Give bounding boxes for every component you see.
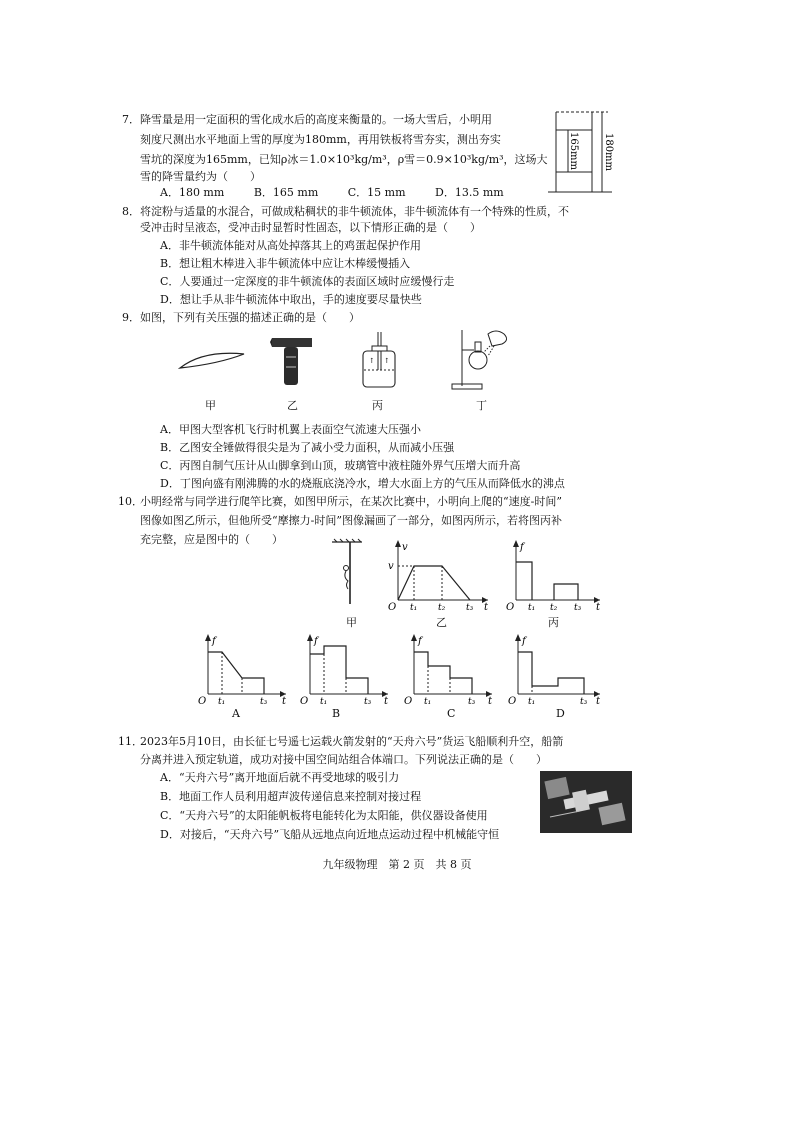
q8-line-2: 受冲击时呈液态，受冲击时显暂时性固态，以下情形正确的是（ ） bbox=[140, 221, 481, 234]
q10-c-t1: t₁ bbox=[424, 697, 432, 707]
q7-options bbox=[160, 186, 530, 200]
q7-option-a: A．180 mm bbox=[160, 186, 225, 199]
q10-t-axis-label-2: t bbox=[596, 602, 601, 612]
q11-line-2: 分离并进入预定轨道，成功对接中国空间站组合体端口。下列说法正确的是（ ） bbox=[140, 753, 547, 766]
q10-choice-c-graph bbox=[404, 632, 496, 708]
q9-hammer-figure bbox=[270, 334, 314, 388]
q10-label-jia: 甲 bbox=[346, 616, 357, 629]
q8-option-a: A．非牛顿流体能对从高处掉落其上的鸡蛋起保护作用 bbox=[160, 239, 421, 252]
q9-option-d: D．丁图向盛有刚沸腾的水的烧瓶底浇冷水，增大水面上方的气压从而降低水的沸点 bbox=[160, 477, 565, 490]
q7-option-c: C．15 mm bbox=[347, 186, 406, 199]
q10-a-t3: t₃ bbox=[260, 697, 268, 707]
q10-t3-label: t₃ bbox=[466, 603, 474, 612]
q10-v-value-label: v bbox=[388, 561, 394, 572]
page-footer: 九年级物理 第 2 页 共 8 页 bbox=[322, 858, 472, 871]
q7-label-165: 165mm bbox=[568, 131, 579, 171]
q11-option-b: B．地面工作人员利用超声波传递信息来控制对接过程 bbox=[160, 790, 422, 803]
q7-option-b: B．165 mm bbox=[253, 186, 319, 199]
q10-t-axis-label: t bbox=[484, 602, 489, 612]
q10-b-f-label: f bbox=[314, 636, 318, 647]
q9-arrow-icon: ↑ bbox=[369, 357, 375, 365]
q10-choice-a-graph bbox=[198, 632, 290, 708]
q11-option-a: A．“天舟六号”离开地面后就不再受地球的吸引力 bbox=[160, 771, 400, 784]
q10-choice-b-label: B bbox=[332, 707, 341, 720]
q10-line-2: 图像如图乙所示，但他所受“摩擦力-时间”图像漏画了一部分，如图丙所示，若将图丙补 bbox=[140, 514, 562, 527]
q10-d-f-label: f bbox=[522, 636, 526, 647]
q10-a-t1: t₁ bbox=[218, 697, 226, 707]
q10-choice-d-label: D bbox=[556, 707, 565, 720]
q10-b-origin: O bbox=[300, 696, 309, 707]
q7-line-1: 降雪量是用一定面积的雪化成水后的高度来衡量的。一场大雪后，小明用 bbox=[140, 113, 492, 126]
q9-option-c: C．丙图自制气压计从山脚拿到山顶，玻璃管中液柱随外界气压增大而升高 bbox=[160, 459, 521, 472]
q10-d-t: t bbox=[596, 696, 601, 707]
q10-c-origin: O bbox=[404, 696, 413, 707]
q8-number: 8． bbox=[122, 205, 140, 218]
q10-d-origin: O bbox=[508, 696, 517, 707]
q10-a-f-label: f bbox=[212, 636, 216, 647]
q10-ft-graph-incomplete bbox=[504, 538, 604, 612]
q10-t2-label-2: t₂ bbox=[550, 603, 558, 612]
q9-label-bing: 丙 bbox=[372, 399, 383, 412]
q10-d-t3: t₃ bbox=[580, 697, 588, 707]
q10-label-yi: 乙 bbox=[436, 616, 447, 629]
q10-t1-label: t₁ bbox=[410, 603, 418, 612]
q10-origin-label: O bbox=[388, 602, 397, 612]
q10-d-t1: t₁ bbox=[528, 697, 536, 707]
q10-choice-a-label: A bbox=[232, 707, 240, 720]
q10-origin-label-2: O bbox=[506, 602, 515, 612]
q11-option-d: D．对接后，“天舟六号”飞船从远地点向近地点运动过程中机械能守恒 bbox=[160, 828, 500, 841]
q10-t1-label-2: t₁ bbox=[528, 603, 536, 612]
q10-c-f-label: f bbox=[418, 636, 422, 647]
q11-space-station-photo bbox=[540, 771, 632, 833]
q7-option-d: D．13.5 mm bbox=[435, 186, 504, 199]
q8-option-b: B．想让粗木棒进入非牛顿流体中应让木棒缓慢插入 bbox=[160, 257, 411, 270]
q9-option-b: B．乙图安全锤做得很尖是为了减小受力面积，从而减小压强 bbox=[160, 441, 455, 454]
q10-choice-b-graph bbox=[300, 632, 392, 708]
q7-number: 7． bbox=[122, 113, 140, 126]
q10-a-t: t bbox=[282, 696, 287, 707]
q11-number: 11． bbox=[118, 735, 143, 748]
q10-v-axis-label: v bbox=[402, 542, 408, 553]
q7-label-180: 180mm bbox=[603, 132, 614, 172]
q10-number: 10． bbox=[118, 495, 143, 508]
q10-b-t: t bbox=[384, 696, 389, 707]
q9-arrow-icon-2: ↑ bbox=[384, 357, 390, 365]
q10-a-origin: O bbox=[198, 696, 207, 707]
q10-t2-label: t₂ bbox=[438, 603, 446, 612]
q9-number: 9． bbox=[122, 311, 140, 324]
q9-label-ding: 丁 bbox=[476, 399, 487, 412]
q10-b-t3: t₃ bbox=[364, 697, 372, 707]
q10-c-t3: t₃ bbox=[468, 697, 476, 707]
q10-pole-figure bbox=[326, 538, 366, 608]
q10-b-t1: t₁ bbox=[320, 697, 328, 707]
q10-f-axis-label: f bbox=[520, 542, 524, 553]
q9-flask-figure bbox=[448, 326, 518, 392]
q7-line-3: 雪坑的深度为165mm，已知ρ冰＝1.0×10³kg/m³，ρ雪＝0.9×10³kg/m³，这场大 bbox=[140, 153, 548, 166]
q10-choice-c-label: C bbox=[447, 707, 456, 720]
q10-c-t: t bbox=[488, 696, 493, 707]
q10-label-bing: 丙 bbox=[548, 616, 559, 629]
q10-line-1: 小明经常与同学进行爬竿比赛，如图甲所示，在某次比赛中，小明向上爬的“速度-时间” bbox=[140, 495, 562, 508]
q9-label-jia: 甲 bbox=[205, 399, 216, 412]
q10-vt-graph bbox=[384, 538, 494, 612]
q8-option-d: D．想让手从非牛顿流体中取出，手的速度要尽量快些 bbox=[160, 293, 422, 306]
q9-stem: 如图，下列有关压强的描述正确的是（ ） bbox=[140, 311, 360, 324]
q7-snow-figure bbox=[548, 108, 628, 196]
q9-label-yi: 乙 bbox=[287, 399, 298, 412]
q10-t3-label-2: t₃ bbox=[574, 603, 582, 612]
q11-option-c: C．“天舟六号”的太阳能帆板将电能转化为太阳能，供仪器设备使用 bbox=[160, 809, 488, 822]
q9-wing-figure bbox=[178, 348, 248, 378]
q9-option-a: A．甲图大型客机飞行时机翼上表面空气流速大压强小 bbox=[160, 423, 421, 436]
q8-line-1: 将淀粉与适量的水混合，可做成粘稠状的非牛顿流体，非牛顿流体有一个特殊的性质，不 bbox=[140, 205, 569, 218]
q10-line-3: 充完整，应是图中的（ ） bbox=[140, 533, 283, 546]
q11-line-1: 2023年5月10日，由长征七号遥七运载火箭发射的“天舟六号”货运飞船顺利升空，船箭 bbox=[140, 735, 564, 748]
q9-barometer-figure bbox=[358, 330, 398, 390]
q7-line-2: 刻度尺测出水平地面上雪的厚度为180mm，再用铁板将雪夯实，测出夯实 bbox=[140, 133, 501, 146]
q10-choice-d-graph bbox=[508, 632, 604, 708]
q7-line-4: 雪的降雪量约为（ ） bbox=[140, 170, 261, 183]
q8-option-c: C．人要通过一定深度的非牛顿流体的表面区域时应缓慢行走 bbox=[160, 275, 455, 288]
